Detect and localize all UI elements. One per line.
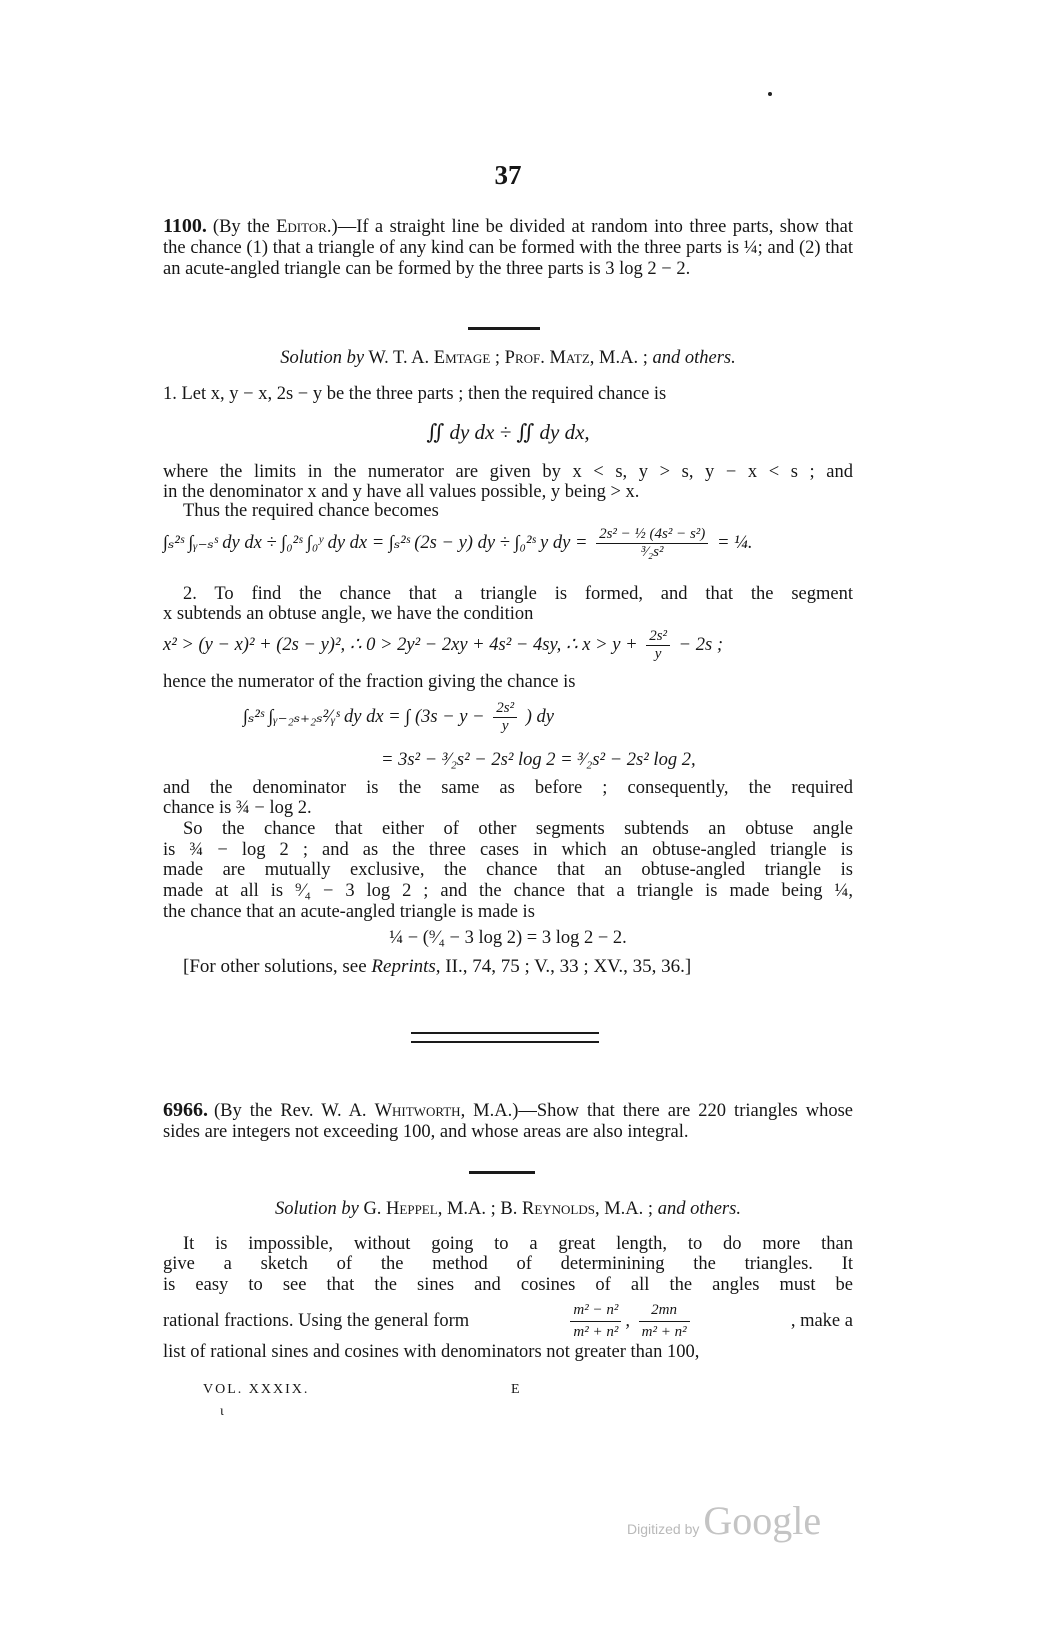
section-divider xyxy=(411,1032,599,1043)
solution-line: chance is ¾ − log 2. xyxy=(163,798,312,818)
solution-line: list of rational sines and cosines with denominators not greater than 100, xyxy=(163,1342,700,1362)
solution-line: So the chance that either of other segments subtends an obtuse angle xyxy=(183,819,853,839)
solution-line: made are mutually exclusive, the chance that an obtuse-angled triangle is xyxy=(163,860,853,880)
equation-result: = 3s² − ³⁄₂s² − 2s² log 2 = ³⁄₂s² − 2s² log 2, xyxy=(381,750,696,770)
question-6966: 6966. (By the Rev. W. A. Whitworth, M.A.)—Show that there are 220 triangles whose sides are integers not exceeding 100, and whose areas are also integral. xyxy=(163,1099,854,1142)
section-rule xyxy=(468,327,540,330)
solution-line: hence the numerator of the fraction giving the chance is xyxy=(163,672,576,692)
solution-line: and the denominator is the same as before ; consequently, the required xyxy=(163,778,853,798)
solution-line: give a sketch of the method of determinining the triangles. It xyxy=(163,1254,853,1274)
solution-line: x subtends an obtuse angle, we have the condition xyxy=(163,604,534,624)
section-rule xyxy=(469,1171,535,1174)
footer-tick-mark: ι xyxy=(220,1404,224,1419)
equation-numerator: ∫ₛ²ˢ ∫ᵧ₋₂ₛ₊₂ₛ²⁄ᵧˢ dy dx = ∫ (3s − y − $\frac{\text{2s²}}{y}$ ) dy xyxy=(243,700,554,734)
solution-line: 2. To find the chance that a triangle is formed, and that the segment xyxy=(183,584,853,604)
equation-condition: x² > (y − x)² + (2s − y)², ∴ 0 > 2y² − 2xy + 4s² − 4sy, ∴ x > y + $\frac{\text{2s²}}{y}$ − 2s ; xyxy=(163,628,724,662)
solution-line: where the limits in the numerator are given by x < s, y > s, y − x < s ; and xyxy=(163,462,853,482)
solution-6966-title: Solution by G. Heppel, M.A. ; B. Reynolds, M.A. ; and others. xyxy=(275,1199,741,1219)
solution-line: It is impossible, without going to a great length, to do more than xyxy=(183,1234,853,1254)
solution-line: Thus the required chance becomes xyxy=(183,501,439,521)
question-number: 6966. xyxy=(163,1099,208,1121)
equation-chance: ∫ₛ²ˢ ∫ᵧ₋ₛˢ dy dx ÷ ∫₀²ˢ ∫₀ʸ dy dx = ∫ₛ²ˢ (2s − y) dy ÷ ∫₀²ˢ y dy = $\frac{\text{2s² − ½ (4s² − s²)}}{\text{³⁄₂s²}}$ = ¼. xyxy=(163,526,753,560)
page-number: 37 xyxy=(494,160,522,190)
equation-double-integral: ∬ dy dx ÷ ∬ dy dx, xyxy=(426,420,590,444)
equation-final: ¼ − (⁹⁄₄ − 3 log 2) = 3 log 2 − 2. xyxy=(389,928,627,948)
page xyxy=(163,0,853,1626)
volume-footer: VOL. XXXIX. xyxy=(203,1382,310,1397)
solution-line: is easy to see that the sines and cosines of all the angles must be xyxy=(163,1275,853,1295)
solution-line: is ¾ − log 2 ; and as the three cases in which an obtuse-angled triangle is xyxy=(163,840,853,860)
solution-line: made at all is ⁹⁄₄ − 3 log 2 ; and the chance that a triangle is made being ¼, xyxy=(163,881,853,901)
other-solutions-note: [For other solutions, see Reprints, II., 74, 75 ; V., 33 ; XV., 35, 36.] xyxy=(183,956,692,977)
ink-dot xyxy=(768,92,772,96)
solution-1100-title: Solution by W. T. A. Emtage ; Prof. Matz, M.A. ; and others. xyxy=(280,348,736,368)
signature-mark: E xyxy=(511,1382,522,1397)
google-watermark: Digitized by Google xyxy=(627,1498,822,1543)
solution-line-general-form: rational fractions. Using the general form $\frac{\text{m² − n²}}{\text{m² + n²}}$ , $\frac{2mn}{\text{m² + n²}}$ , make a xyxy=(163,1302,853,1340)
solution-line: the chance that an acute-angled triangle is made is xyxy=(163,902,535,922)
solution-line: 1. Let x, y − x, 2s − y be the three parts ; then the required chance is xyxy=(163,384,667,404)
solution-line: in the denominator x and y have all values possible, y being > x. xyxy=(163,482,640,502)
question-number: 1100. xyxy=(163,215,207,237)
question-1100: 1100. (By the Editor.)—If a straight line be divided at random into three parts, show that the chance (1) that a triangle of any kind can be formed with the three parts is ¼; and (2) that an acute-angled triangle can be formed by the three parts is 3 log 2 − 2. xyxy=(163,215,853,279)
